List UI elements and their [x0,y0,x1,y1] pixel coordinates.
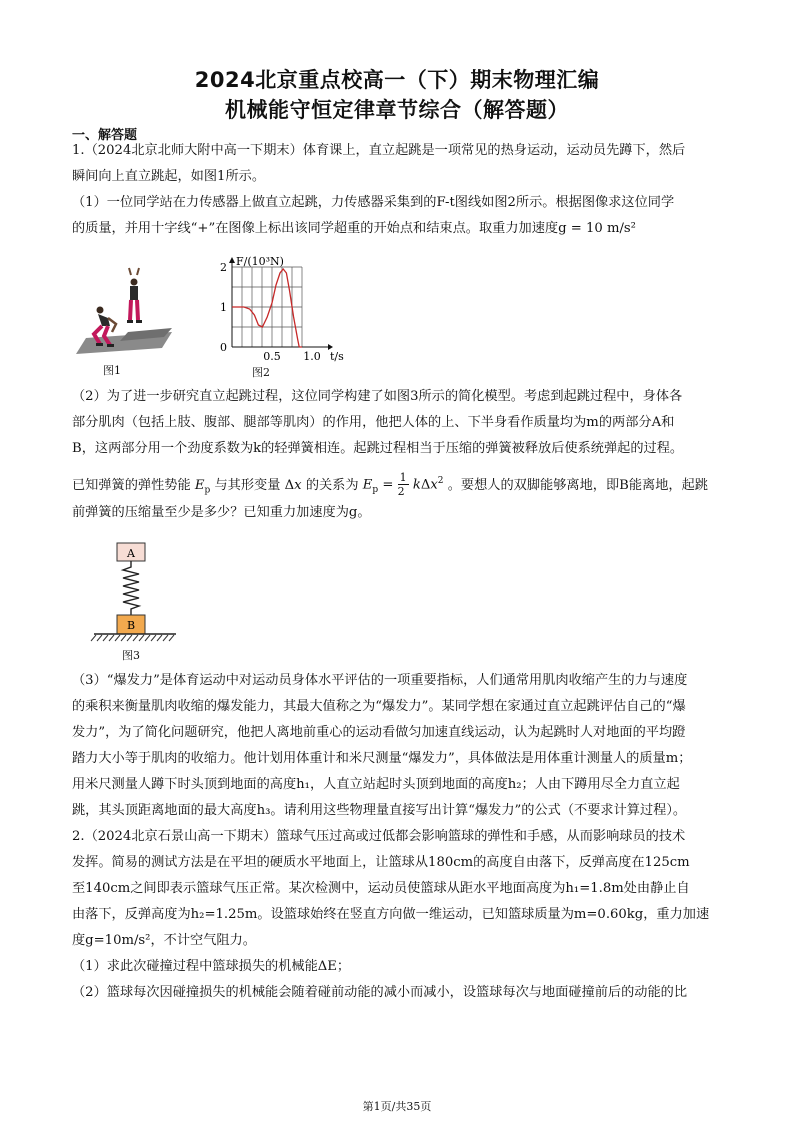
doc-title-line1: 2024北京重点校高一（下）期末物理汇编 [194,68,600,92]
x-tick-label: 1.0 [303,350,321,363]
text-line: 由落下，反弹高度为h₂=1.25m。设篮球始终在竖直方向做一维运动，已知篮球质量为m=0.60kg，重力加速 [72,907,710,922]
text-line: 2.（2024北京石景山高一下期末）篮球气压过高或过低都会影响篮球的弹性和手感，从而影响球员的技术 [72,829,686,844]
figure-2-label: 图2 [252,366,270,379]
y-tick-label: 1 [220,301,227,314]
ground-hatch-line [151,635,156,641]
text-line: 用米尺测量人蹲下时头顶到地面的高度h₁，人直立站起时头顶到地面的高度h₂；人由下蹲用尽全力直立起 [72,777,680,792]
text-line: （1）一位同学站在力传感器上做直立起跳，力传感器采集到的F-t图线如图2所示。根据图像求这位同学 [72,195,675,210]
figure-1-label: 图1 [103,364,121,377]
text-line: 部分肌肉（包括上肢、腹部、腿部等肌肉）的作用，他把人体的上、下半身看作质量均为m的两部分A和 [72,415,675,430]
figure-1-jump-illustration [72,268,172,360]
x-axis-label: t/s [330,350,344,363]
figure-2-force-time-graph [212,254,342,364]
text-line: 发力”，为了简化问题研究，他把人离地前重心的运动看做匀加速直线运动，认为起跳时人对地面的平均蹬 [72,725,686,740]
q1-part3 [72,668,732,824]
ground-hatch-line [139,635,144,641]
text-line: B，这两部分用一个劲度系数为k的轻弹簧相连。起跳过程相当于压缩的弹簧被释放后使系统弹起的过程。 [72,441,684,456]
text-line: （1）求此次碰撞过程中篮球损失的机械能ΔE； [72,959,351,974]
block-b-label: B [126,619,136,632]
text-line: 1.（2024北京北师大附中高一下期末）体育课上，直立起跳是一项常见的热身运动，运动员先蹲下，然后 [72,143,686,158]
y-tick-label: 0 [220,341,227,354]
q1-part2 [72,384,732,526]
ground-hatch-line [145,635,150,641]
y-tick-label: 2 [220,261,227,274]
ground-hatch-line [103,635,108,641]
q1-intro [72,138,732,190]
ground-hatch-line [109,635,114,641]
doc-title-line2: 机械能守恒定律章节综合（解答题） [225,98,569,122]
text-line: 前弹簧的压缩量至少是多少？已知重力加速度为g。 [72,505,371,520]
text-line: 度g=10m/s²，不计空气阻力。 [72,933,256,948]
text-fragment: 。要想人的双脚能够离地，即B能离地，起跳 [447,478,708,494]
text-line: 发挥。简易的测试方法是在平坦的硬质水平地面上，让篮球从180cm的高度自由落下，反弹高度在125cm [72,855,690,870]
y-axis-arrow [229,257,235,263]
block-a-label: A [127,547,135,560]
ground-hatch-line [121,635,126,641]
math-dx: Δx [284,478,302,494]
ground-hatch-line [163,635,168,641]
math-formula: $E_p$ = $\frac{1}{2}$ kΔx$^2$ [362,471,444,499]
ground-hatch-line [115,635,120,641]
ground-hatch-line [169,635,174,641]
ground-hatch-line [91,635,96,641]
text-line: （2）为了进一步研究直立起跳过程，这位同学构建了如图3所示的简化模型。考虑到起跳过程中，身体各 [72,389,683,404]
figure-3-label: 图3 [122,649,140,662]
text-line: （3）“爆发力”是体育运动中对运动员身体水平评估的一项重要指标，人们通常用肌肉收缩产生的力与速度 [72,673,688,688]
ground-hatch-line [127,635,132,641]
text-line: 踏力大小等于肌肉的收缩力。他计划用体重计和米尺测量“爆发力”，具体做法是用体重计测量人的质量m； [72,751,692,766]
text-fragment: 与其形变量 [214,478,281,494]
q1-part1 [72,190,732,242]
section-title: 一、解答题 [72,128,138,143]
ground-hatch-line [133,635,138,641]
text-fragment: 已知弹簧的弹性势能 [72,478,191,494]
math-Ep: $E_p$ [194,478,211,496]
text-line: 的乘积来衡量肌肉收缩的爆发能力，其最大值称之为“爆发力”。某同学想在家通过直立起跳评估自己的“爆 [72,699,686,714]
y-axis-label: F/(10³N) [236,255,284,268]
text-line: 的质量，并用十字线“+”在图像上标出该同学超重的开始点和结束点。取重力加速度g = 10 m/s² [72,221,636,236]
text-line: 跳，其头顶距离地面的最大高度h₃。请利用这些物理量直接写出计算“爆发力”的公式（不要求计算过程）。 [72,803,687,818]
text-line: 瞬间向上直立跳起，如图1所示。 [72,169,266,184]
ground-hatch-line [97,635,102,641]
q2 [72,824,732,1006]
x-tick-label: 0.5 [263,350,281,363]
page-number: 第1页/共35页 [362,1100,432,1113]
text-line: 至140cm之间即表示篮球气压正常。某次检测中，运动员使篮球从距水平地面高度为h₁=1.8m处由静止自 [72,881,690,896]
figure-3-spring-model [90,540,180,645]
text-fragment: 的关系为 [305,478,359,494]
ground-hatch-line [157,635,162,641]
formula-line [72,462,732,500]
text-line: （2）篮球每次因碰撞损失的机械能会随着碰前动能的减小而减小，设篮球每次与地面碰撞前后的动能的比 [72,985,688,1000]
